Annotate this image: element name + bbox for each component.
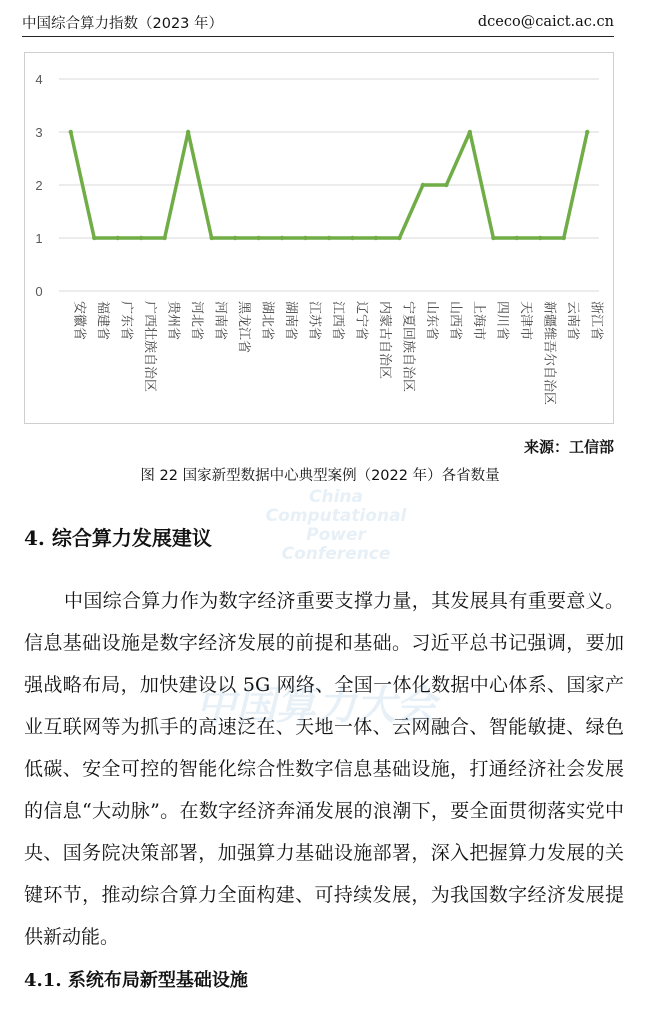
data-point — [233, 236, 237, 240]
contact-email: dceco@caict.ac.cn — [477, 14, 614, 30]
data-point — [538, 236, 542, 240]
section-paragraph: 中国综合算力作为数字经济重要支撑力量，其发展具有重要意义。信息基础设施是数字经济发展的前提和基础。习近平总书记强调，要加强战略布局，加快建设以 5G 网络、全国一体化数据中心体系、国家产业互联网等为抓手的高速泛在、天地一体、云网融合、智能敏捷、绿色低碳、安全可控的智能化综合性数字信息基础设施，打通经济社会发展的信息“大动脉”。在数字经济奔涌发展的浪潮下，要全面贯彻落实党中央、国务院决策部署，加强算力基础设施部署，深入把握算力发展的关键环节，推动综合算力全面构建、可持续发展，为我国数字经济发展提供新动能。 — [24, 590, 624, 948]
x-tick-label: 云南省 — [564, 301, 580, 341]
y-tick-label: 3 — [35, 125, 43, 140]
x-tick-label: 四川省 — [494, 301, 510, 341]
data-point — [421, 183, 425, 187]
data-point — [491, 236, 495, 240]
x-tick-label: 福建省 — [95, 301, 111, 341]
y-tick-label: 1 — [35, 231, 43, 246]
subsection-heading: 4.1. 系统布局新型基础设施 — [24, 970, 248, 991]
watermark-line-4: Conference — [281, 544, 391, 564]
page-header — [22, 8, 614, 37]
chart-frame — [24, 52, 614, 424]
x-tick-label: 江苏省 — [306, 301, 322, 341]
figure-caption: 图 22 国家新型数据中心典型案例（2022 年）各省数量 — [140, 468, 500, 484]
x-tick-label: 浙江省 — [588, 301, 604, 341]
line-chart — [25, 53, 613, 423]
data-point — [209, 236, 213, 240]
data-point — [397, 236, 401, 240]
watermark-line-3: Power — [306, 525, 366, 545]
x-tick-label: 安徽省 — [71, 301, 87, 341]
x-tick-label: 湖北省 — [259, 301, 275, 341]
data-point — [327, 236, 331, 240]
data-point — [303, 236, 307, 240]
data-point — [69, 130, 73, 134]
x-tick-label: 黑龙江省 — [236, 301, 252, 354]
data-point — [115, 236, 119, 240]
x-tick-label: 河南省 — [212, 301, 228, 341]
watermark-line-2: Computational — [265, 506, 407, 526]
data-point — [139, 236, 143, 240]
data-point — [444, 183, 448, 187]
x-tick-label: 上海市 — [470, 301, 486, 341]
data-point — [374, 236, 378, 240]
x-tick-label: 宁夏回族自治区 — [400, 301, 416, 393]
data-point — [585, 130, 589, 134]
data-point — [186, 130, 190, 134]
data-point — [468, 130, 472, 134]
x-tick-label: 广东省 — [118, 301, 134, 341]
data-point — [562, 236, 566, 240]
x-tick-label: 河北省 — [189, 301, 205, 341]
y-tick-label: 0 — [35, 284, 43, 299]
x-tick-label: 江西省 — [330, 301, 345, 341]
figure-source: 来源：工信部 — [523, 438, 614, 456]
data-point — [280, 236, 284, 240]
x-tick-label: 辽宁省 — [353, 301, 369, 341]
x-tick-label: 山西省 — [447, 301, 463, 341]
x-tick-label: 内蒙古自治区 — [376, 301, 392, 380]
x-tick-label: 天津市 — [517, 301, 533, 341]
x-tick-label: 贵州省 — [165, 301, 181, 341]
data-point — [515, 236, 519, 240]
watermark-line-1: China — [309, 487, 363, 507]
x-tick-label: 广西壮族自治区 — [142, 301, 158, 393]
data-point — [92, 236, 96, 240]
document-title: 中国综合算力指数（2023 年） — [22, 15, 224, 32]
section-heading: 4. 综合算力发展建议 — [24, 526, 212, 550]
data-point — [256, 236, 260, 240]
data-point — [162, 236, 166, 240]
x-tick-label: 新疆维吾尔自治区 — [541, 301, 557, 406]
y-tick-label: 4 — [35, 72, 43, 87]
x-tick-label: 山东省 — [423, 301, 439, 341]
x-tick-label: 湖南省 — [283, 301, 299, 341]
y-tick-label: 2 — [35, 178, 43, 193]
data-point — [350, 236, 354, 240]
watermark-cn: 中国算力大会 — [196, 683, 436, 729]
